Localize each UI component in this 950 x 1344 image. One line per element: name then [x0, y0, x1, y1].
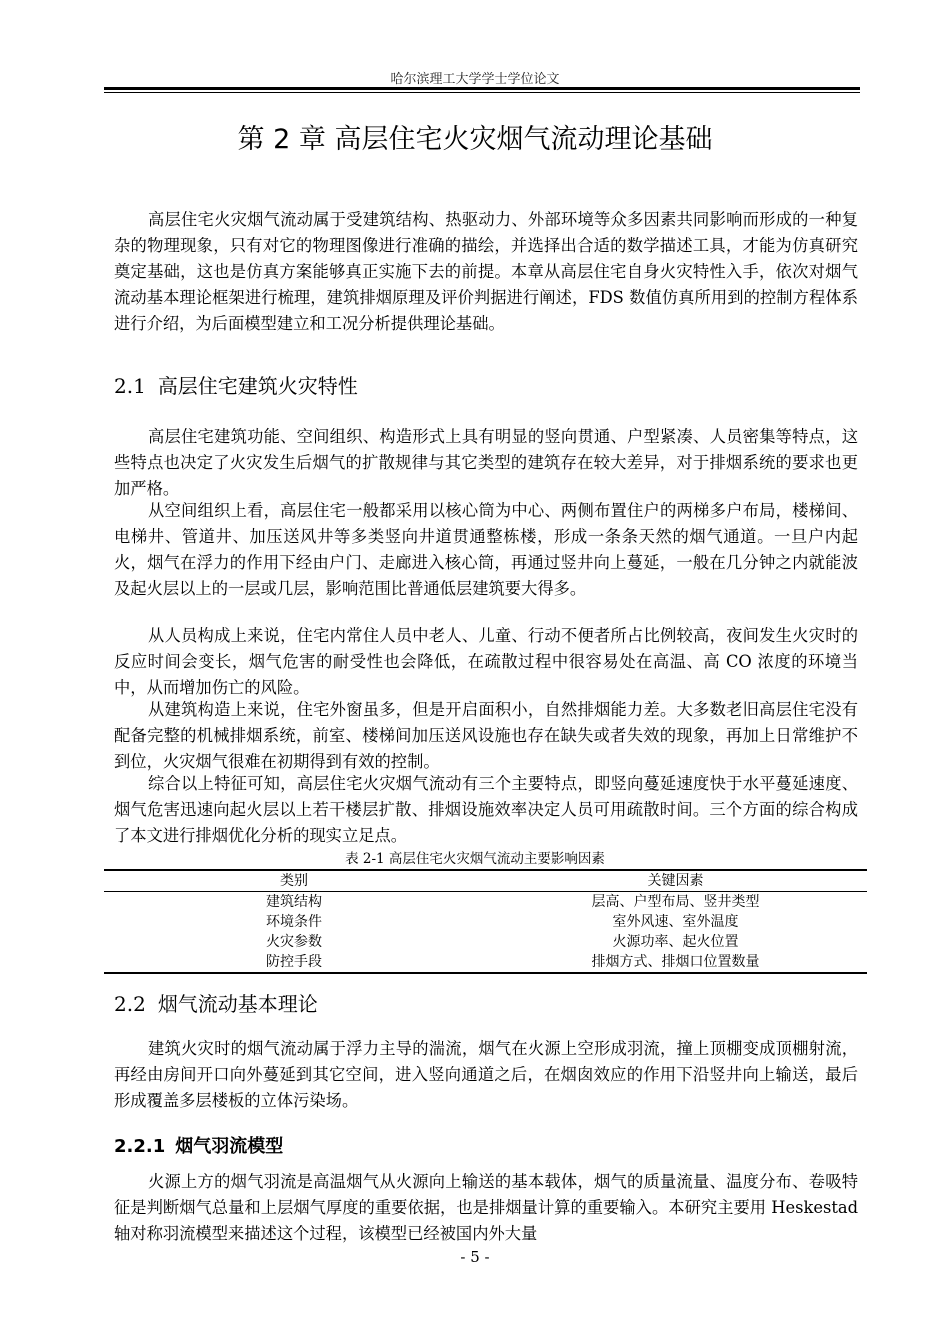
body-paragraph: 火源上方的烟气羽流是高温烟气从火源向上输送的基本载体，烟气的质量流量、温度分布、卷吸特征是判断烟气总量和上层烟气厚度的重要依据，也是排烟量计算的重要输入。本研究主要用 Heskestad 轴对称羽流模型来描述这个过程，该模型已经被国内外大量 [114, 1172, 858, 1243]
table-row [104, 952, 867, 972]
section-number: 2.1 [114, 374, 146, 398]
body-paragraph: 建筑火灾时的烟气流动属于浮力主导的湍流，烟气在火源上空形成羽流，撞上顶棚变成顶棚射流，再经由房间开口向外蔓延到其它空间，进入竖向通道之后，在烟囱效应的作用下沿竖井向上输送，最后形成覆盖多层楼板的立体污染场。 [114, 1039, 858, 1110]
body-paragraph: 从空间组织上看，高层住宅一般都采用以核心筒为中心、两侧布置住户的两梯多户布局，楼梯间、电梯井、管道井、加压送风井等多类竖向井道贯通整栋楼，形成一条条天然的烟气通道。一旦户内起火，烟气在浮力的作用下经由户门、走廊进入核心筒，再通过竖井向上蔓延，一般在几分钟之内就能波及起火层以上的一层或几层，影响范围比普通低层建筑要大得多。 [114, 501, 858, 598]
page-number: - 5 - [460, 1248, 490, 1266]
table-header-row [104, 871, 867, 892]
table-cell: 层高、户型布局、竖井类型 [591, 894, 760, 910]
section-2-2-heading [114, 988, 318, 1017]
table-cell: 防控手段 [266, 954, 322, 970]
body-paragraph: 从建筑构造上来说，住宅外窗虽多，但是开启面积小，自然排烟能力差。大多数老旧高层住宅没有配备完整的机械排烟系统，前室、楼梯间加压送风设施也存在缺失或者失效的现象，再加上日常维护不到位，火灾烟气很难在初期得到有效的控制。 [114, 700, 858, 771]
factors-table [104, 869, 867, 974]
header-rule-thick [104, 87, 860, 90]
intro-paragraph: 高层住宅火灾烟气流动属于受建筑结构、热驱动力、外部环境等众多因素共同影响而形成的一种复杂的物理现象，只有对它的物理图像进行准确的描绘，并选择出合适的数学描述工具，才能为仿真研究奠定基础，这也是仿真方案能够真正实施下去的前提。本章从高层住宅自身火灾特性入手，依次对烟气流动基本理论框架进行梳理，建筑排烟原理及评价判据进行阐述，FDS 数值仿真所用到的控制方程体系进行介绍，为后面模型建立和工况分析提供理论基础。 [114, 210, 858, 333]
section-2-2-1-heading [114, 1132, 283, 1158]
table-cell: 火源功率、起火位置 [612, 934, 739, 950]
table-row [104, 892, 867, 912]
body-paragraph: 从人员构成上来说，住宅内常住人员中老人、儿童、行动不便者所占比例较高，夜间发生火灾时的反应时间会变长，烟气危害的耐受性也会降低，在疏散过程中很容易处在高温、高 CO 浓度的环境当中，从而增加伤亡的风险。 [114, 626, 858, 697]
table-header-cell: 关键因素 [647, 873, 704, 889]
section-2-1-heading [114, 370, 358, 399]
table-caption: 表 2-1 高层住宅火灾烟气流动主要影响因素 [345, 851, 605, 867]
table-cell: 火灾参数 [266, 934, 322, 950]
table-header-cell: 类别 [280, 873, 308, 889]
table-cell: 排烟方式、排烟口位置数量 [591, 954, 760, 970]
table-cell: 室外风速、室外温度 [612, 914, 739, 930]
subsection-title: 烟气羽流模型 [175, 1136, 284, 1157]
table-row [104, 932, 867, 952]
body-paragraph: 综合以上特征可知，高层住宅火灾烟气流动有三个主要特点，即竖向蔓延速度快于水平蔓延速度、烟气危害迅速向起火层以上若干楼层扩散、排烟设施效率决定人员可用疏散时间。三个方面的综合构成了本文进行排烟优化分析的现实立足点。 [114, 774, 858, 845]
section-title: 高层住宅建筑火灾特性 [157, 374, 358, 398]
body-paragraph: 高层住宅建筑功能、空间组织、构造形式上具有明显的竖向贯通、户型紧凑、人员密集等特点，这些特点也决定了火灾发生后烟气的扩散规律与其它类型的建筑存在较大差异，对于排烟系统的要求也更加严格。 [114, 427, 858, 498]
section-title: 烟气流动基本理论 [157, 992, 318, 1016]
running-header-text: 哈尔滨理工大学学士学位论文 [390, 72, 560, 87]
table-cell: 环境条件 [266, 914, 322, 930]
chapter-title: 第 2 章 高层住宅火灾烟气流动理论基础 [237, 124, 713, 155]
table-row [104, 912, 867, 932]
subsection-number: 2.2.1 [114, 1136, 166, 1157]
section-number: 2.2 [114, 992, 146, 1016]
header-rule-thin [104, 92, 860, 93]
table-cell: 建筑结构 [266, 894, 322, 910]
